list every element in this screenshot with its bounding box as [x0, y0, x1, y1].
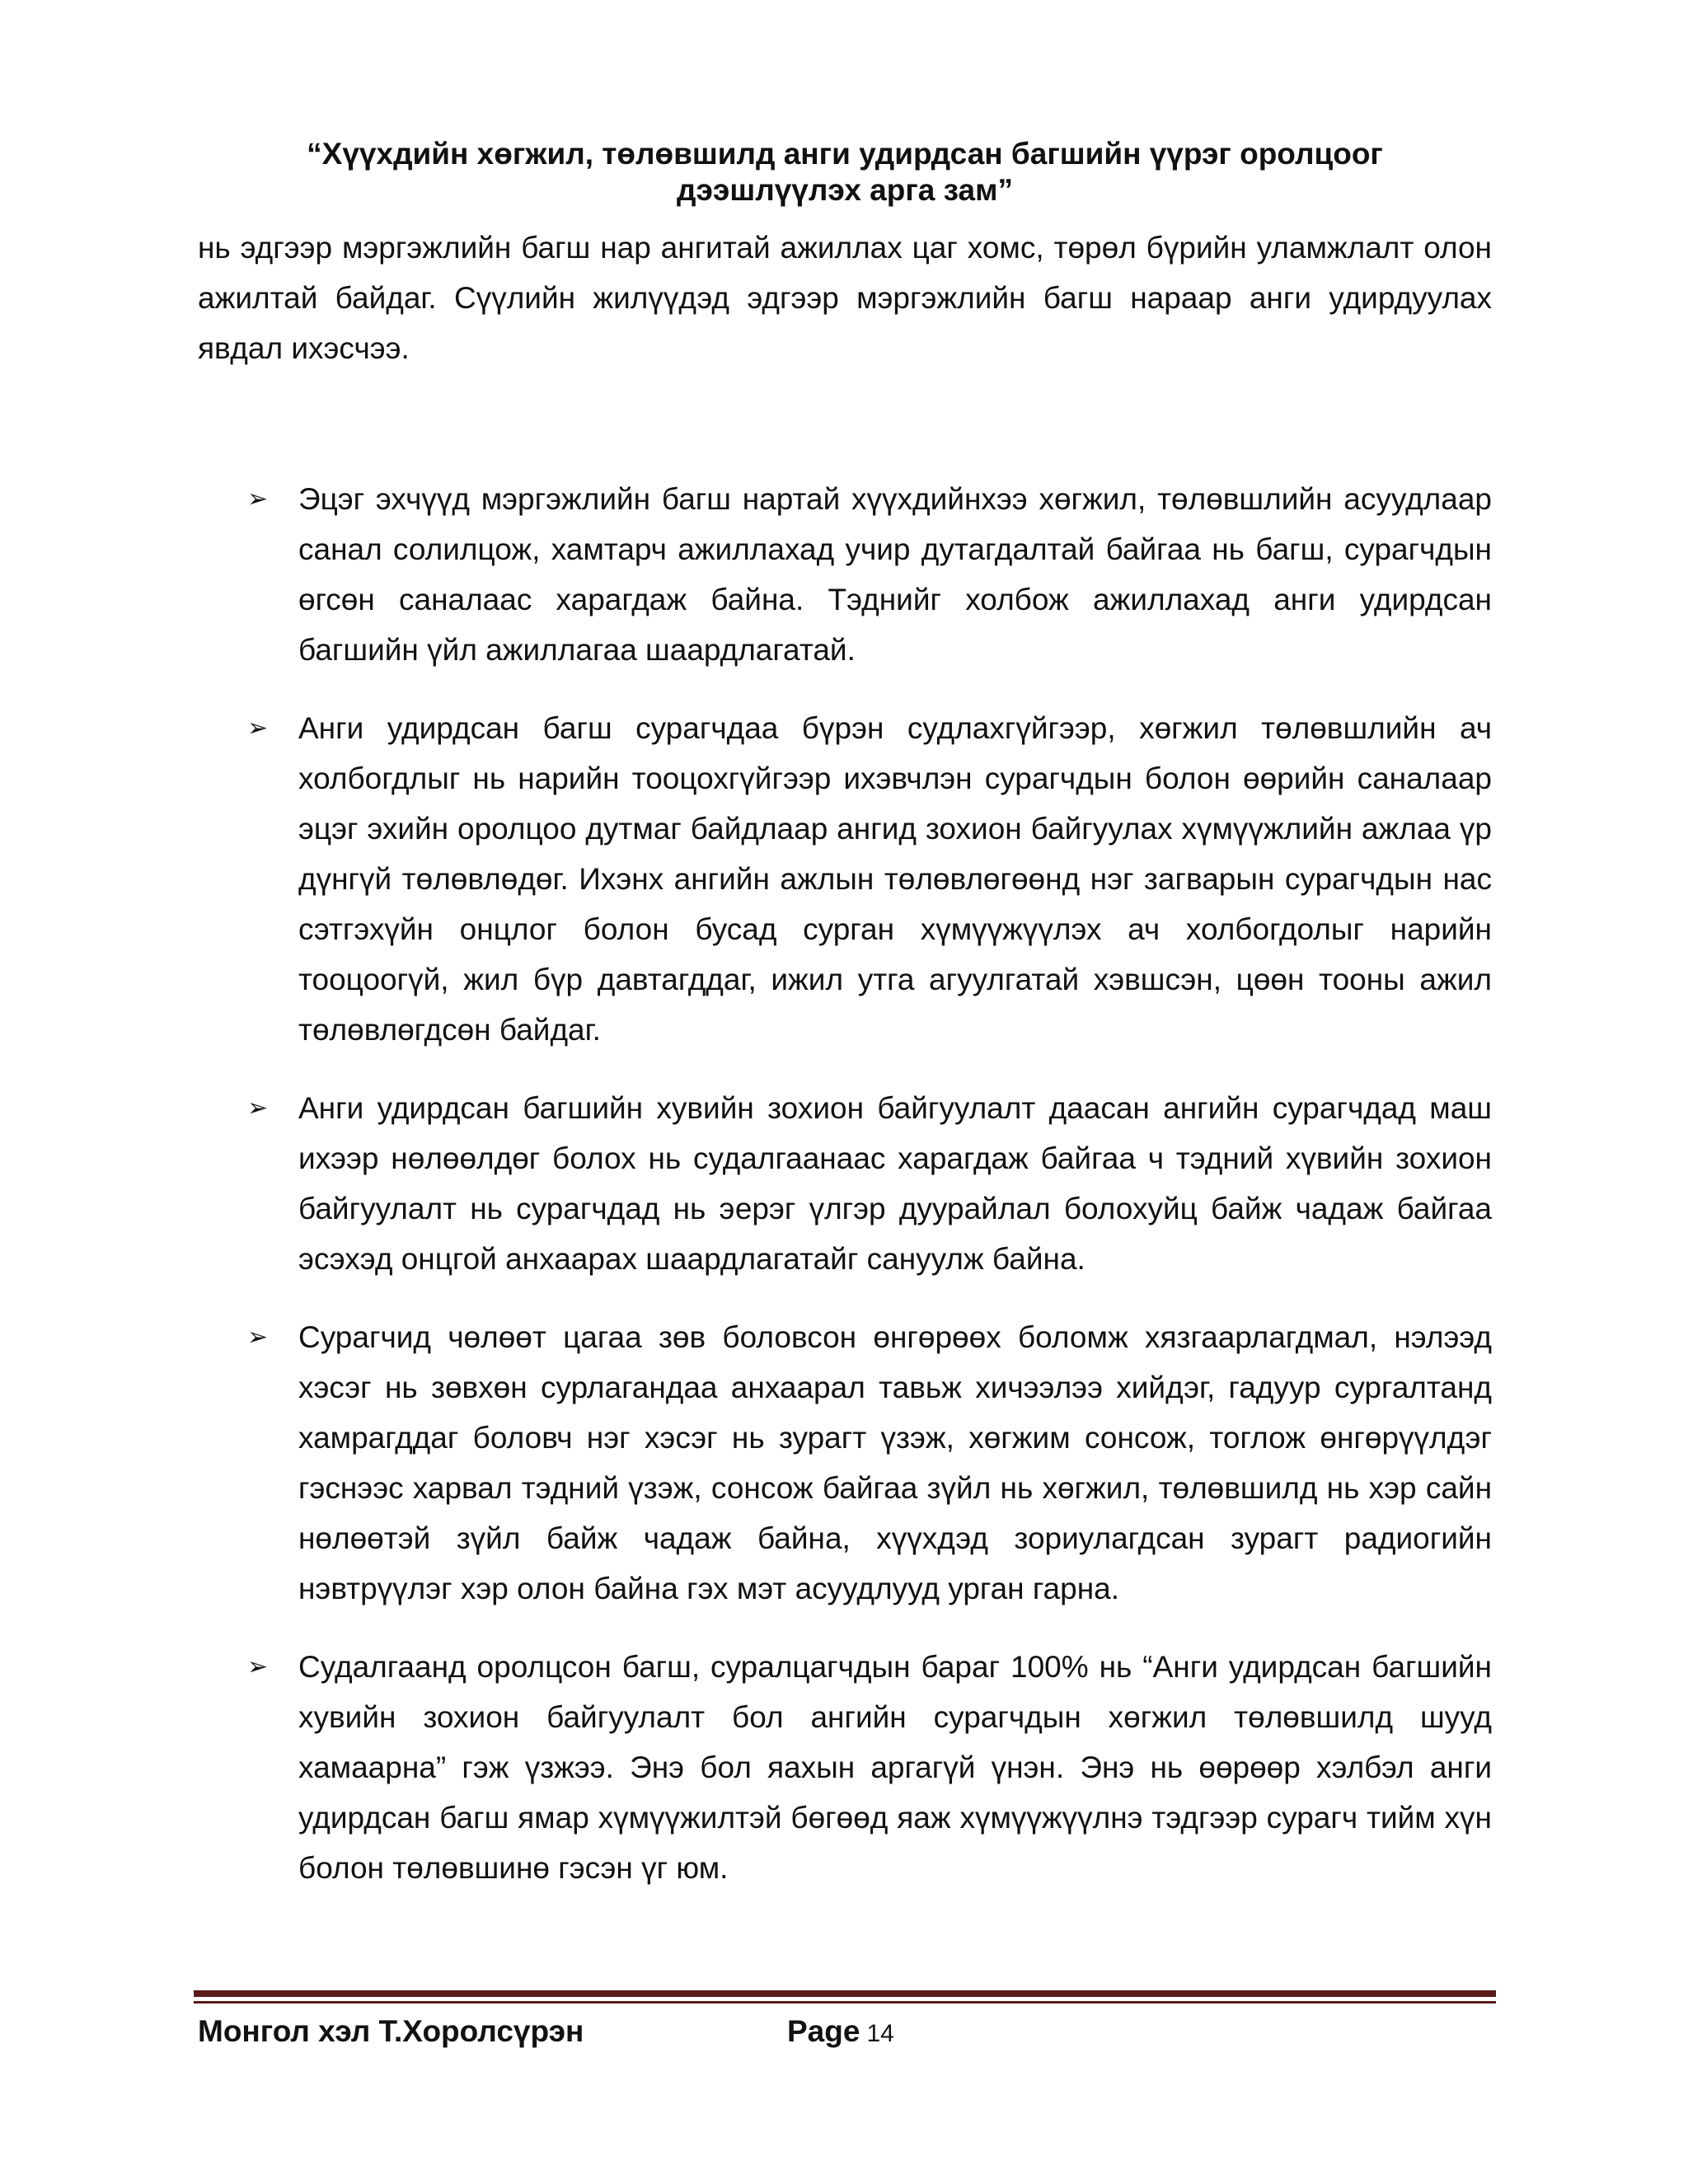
header-line-2: дээшлүүлэх арга зам” [677, 173, 1013, 207]
arrow-bullet-icon: ➢ [247, 1094, 269, 1122]
footer-rule-thick [194, 1990, 1496, 1997]
page-label: Page [787, 2014, 860, 2048]
bullet-text: Анги удирдсан багш сурагчдаа бүрэн судлахгүйгээр, хөгжил төлөвшлийн ач холбогдлыг нь нарийн тооцохгүйгээр ихэвчлэн сурагчдын болон өөрийн саналаар эцэг эхийн оролцоо дутмаг байдлаар ангид зохион байгуулах хүмүүжлийн ажлаа үр дүнгүй төлөвлөдөг. Ихэнх ангийн ажлын төлөвлөгөөнд нэг загварын сурагчдын нас сэтгэхүйн онцлог болон бусад сурган хүмүүжүүлэх ач холбогдолыг нарийн тооцоогүй, жил бүр давтагддаг, ижил утга агуулгатай хэвшсэн, цөөн тооны ажил төлөвлөгдсөн байдаг. [298, 711, 1492, 1047]
bullet-item [247, 1642, 1492, 1893]
bullet-text: Анги удирдсан багшийн хувийн зохион байгуулалт даасан ангийн сурагчдад маш ихээр нөлөөлдөг болох нь судалгаанаас харагдаж байгаа ч тэдний хүвийн зохион байгуулалт нь сурагчдад нь эерэг үлгэр дуурайлал болохуйц байж чадаж байгаа эсэхэд онцгой анхаарах шаардлагатайг сануулж байна. [298, 1091, 1492, 1276]
footer-page-indicator [787, 2011, 894, 2055]
arrow-bullet-icon: ➢ [247, 1653, 269, 1680]
bullet-text: Эцэг эхчүүд мэргэжлийн багш нартай хүүхдийнхээ хөгжил, төлөвшлийн асуудлаар санал солилцож, хамтарч ажиллахад учир дутагдалтай байгаа нь багш, сурагчдын өгсөн саналаас харагдаж байна. Тэднийг холбож ажиллахад анги удирдсан багшийн үйл ажиллагаа шаардлагатай. [298, 482, 1492, 667]
document-header [198, 136, 1492, 209]
arrow-bullet-icon: ➢ [247, 485, 269, 513]
arrow-bullet-icon: ➢ [247, 715, 269, 742]
header-line-1: “Хүүхдийн хөгжил, төлөвшилд анги удирдсан багшийн үүрэг оролцоог [307, 137, 1383, 171]
intro-paragraph: нь эдгээр мэргэжлийн багш нар ангитай ажиллах цаг хомс, төрөл бүрийн уламжлалт олон ажилтай байдаг. Сүүлийн жилүүдэд эдгээр мэргэжлийн багш нараар анги удирдуулах явдал ихэсчээ. [198, 231, 1492, 365]
bullet-text: Судалгаанд оролцсон багш, суралцагчдын бараг 100% нь “Анги удирдсан багшийн хувийн зохион байгуулалт бол ангийн сурагчдын хөгжил төлөвшилд шууд хамаарна” гэж үзжээ. Энэ бол яахын аргагүй үнэн. Энэ нь өөрөөр хэлбэл анги удирдсан багш ямар хүмүүжилтэй бөгөөд яаж хүмүүжүүлнэ тэдгээр сурагч тийм хүн болон төлөвшинө гэсэн үг юм. [298, 1650, 1492, 1885]
bullet-item [247, 1083, 1492, 1284]
footer-rule-thin [194, 2001, 1496, 2004]
bullet-text: Сурагчид чөлөөт цагаа зөв боловсон өнгөрөөх боломж хязгаарлагдмал, нэлээд хэсэг нь зөвхөн сурлагандаа анхаарал тавьж хичээлээ хийдэг, гадуур сургалтанд хамрагддаг боловч нэг хэсэг нь зурагт үзэж, хөгжим сонсож, тоглож өнгөрүүлдэг гэснээс харвал тэдний үзэж, сонсож байгаа зүйл нь хөгжил, төлөвшилд нь хэр сайн нөлөөтэй зүйл байж чадаж байна, хүүхдэд зориулагдсан зурагт радиогийн нэвтрүүлэг хэр олон байна гэх мэт асуудлууд урган гарна. [298, 1320, 1492, 1605]
page-number: 14 [866, 2020, 894, 2047]
bullet-list [247, 474, 1492, 1921]
bullet-item [247, 703, 1492, 1055]
footer-author: Монгол хэл Т.Хоролсүрэн [198, 2014, 584, 2048]
bullet-item [247, 1312, 1492, 1614]
page-footer [198, 2011, 1492, 2052]
bullet-item [247, 474, 1492, 675]
arrow-bullet-icon: ➢ [247, 1324, 269, 1351]
footer-divider [194, 1990, 1496, 2004]
